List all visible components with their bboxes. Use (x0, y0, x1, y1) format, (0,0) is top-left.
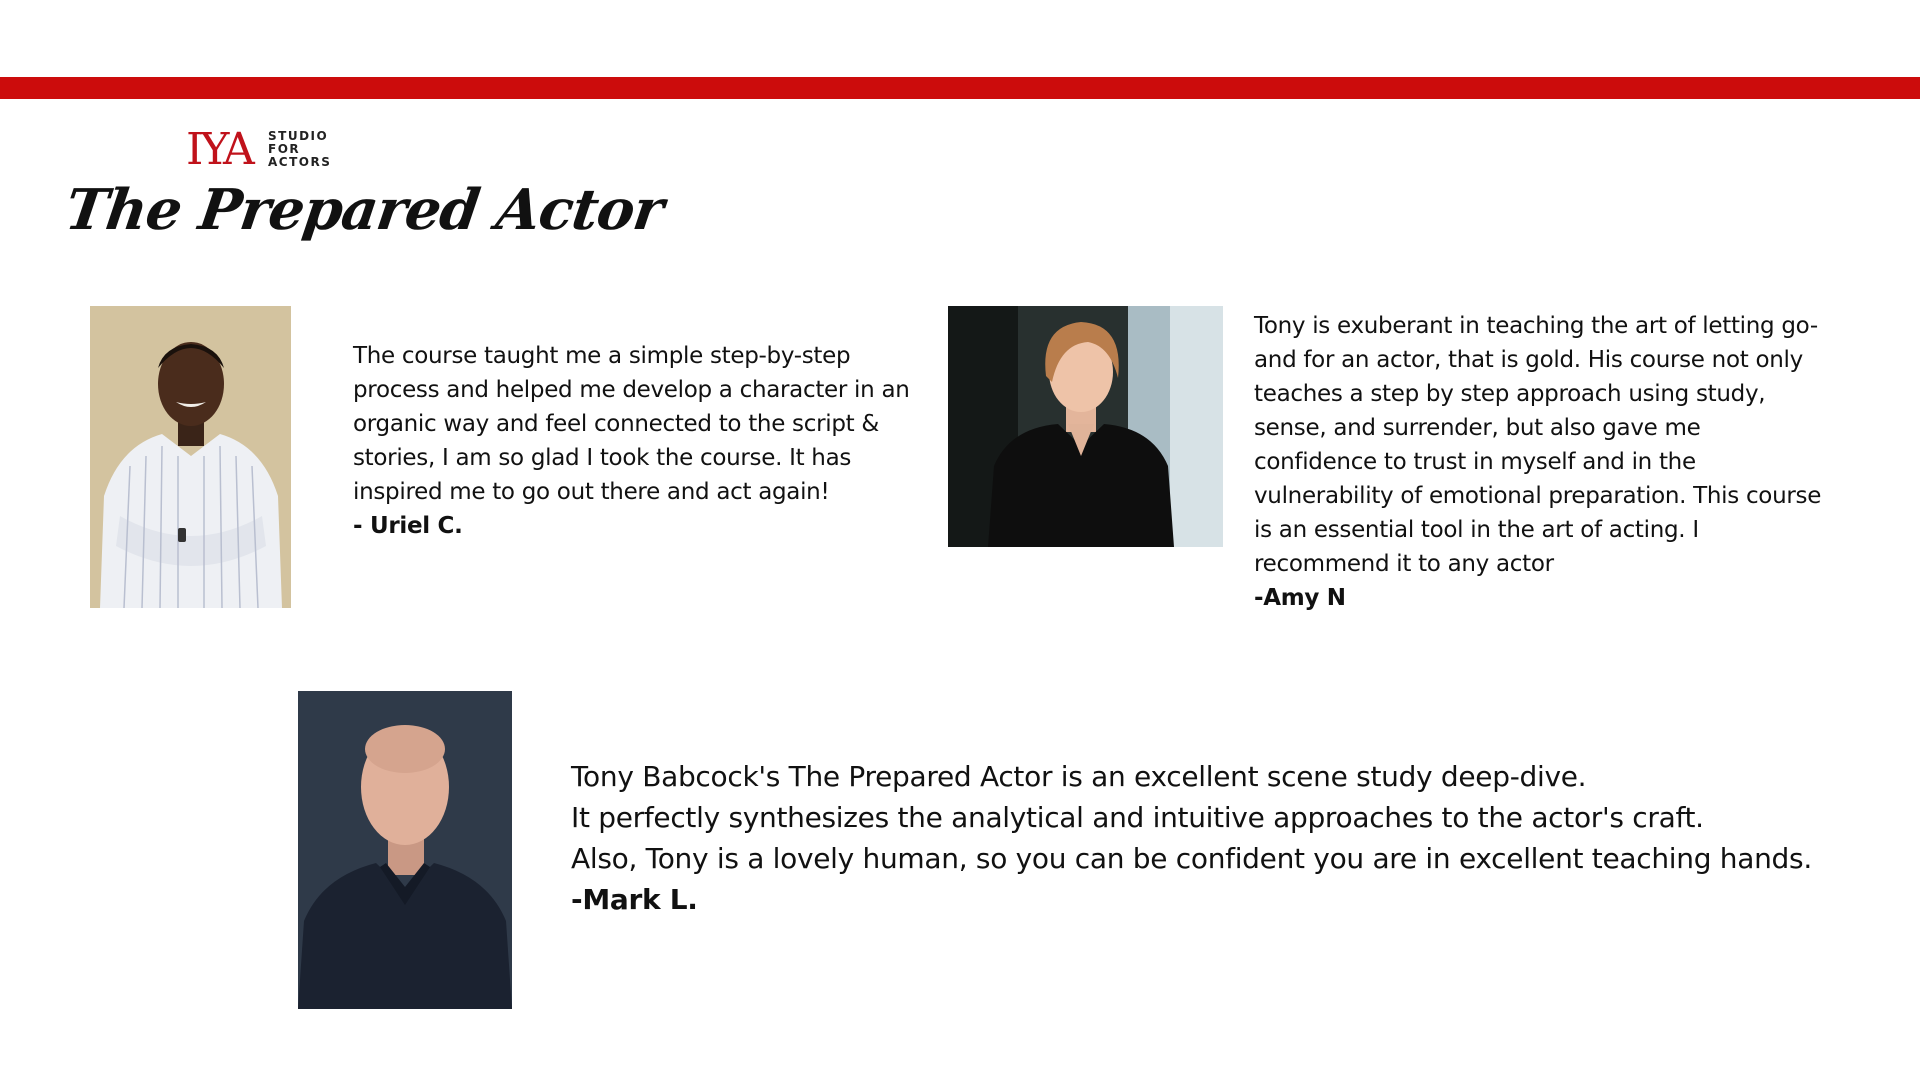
testimonial-line: The course taught me a simple step-by-step (353, 343, 851, 369)
testimonial-line: organic way and feel connected to the script & (353, 411, 879, 437)
logo-mark: IYA (186, 124, 252, 175)
testimonial-line: and for an actor, that is gold. His course not only (1254, 347, 1803, 373)
header-accent-bar (0, 77, 1920, 99)
testimonial-author: -Mark L. (571, 883, 698, 916)
testimonial-amy (1254, 309, 1864, 615)
testimonial-line: process and helped me develop a character in an (353, 377, 910, 403)
logo-wordmark (268, 130, 331, 169)
testimonial-line: Also, Tony is a lovely human, so you can be confident you are in excellent teaching hands. (571, 842, 1812, 875)
testimonial-line: is an essential tool in the art of acting. I (1254, 517, 1699, 543)
testimonial-line: Tony is exuberant in teaching the art of letting go- (1254, 313, 1818, 339)
testimonial-mark (571, 756, 1901, 920)
testimonial-line: teaches a step by step approach using study, (1254, 381, 1766, 407)
testimonial-line: inspired me to go out there and act again! (353, 479, 830, 505)
portrait-uriel (90, 306, 291, 608)
portrait-amy (948, 306, 1223, 547)
testimonial-line: Tony Babcock's The Prepared Actor is an excellent scene study deep-dive. (571, 760, 1587, 793)
testimonial-author: - Uriel C. (353, 513, 463, 539)
logo-word: STUDIO (268, 129, 329, 143)
testimonial-line: confidence to trust in myself and in the (1254, 449, 1696, 475)
testimonial-author: -Amy N (1254, 585, 1346, 611)
page-title: The Prepared Actor (61, 177, 667, 243)
testimonial-line: sense, and surrender, but also gave me (1254, 415, 1701, 441)
testimonial-line: stories, I am so glad I took the course. It has (353, 445, 852, 471)
testimonial-uriel (353, 339, 913, 543)
testimonial-line: recommend it to any actor (1254, 551, 1554, 577)
testimonial-line: It perfectly synthesizes the analytical and intuitive approaches to the actor's craft. (571, 801, 1704, 834)
testimonial-line: vulnerability of emotional preparation. This course (1254, 483, 1822, 509)
logo-word: FOR (268, 142, 301, 156)
portrait-mark (298, 691, 512, 1009)
logo-word: ACTORS (268, 155, 332, 169)
